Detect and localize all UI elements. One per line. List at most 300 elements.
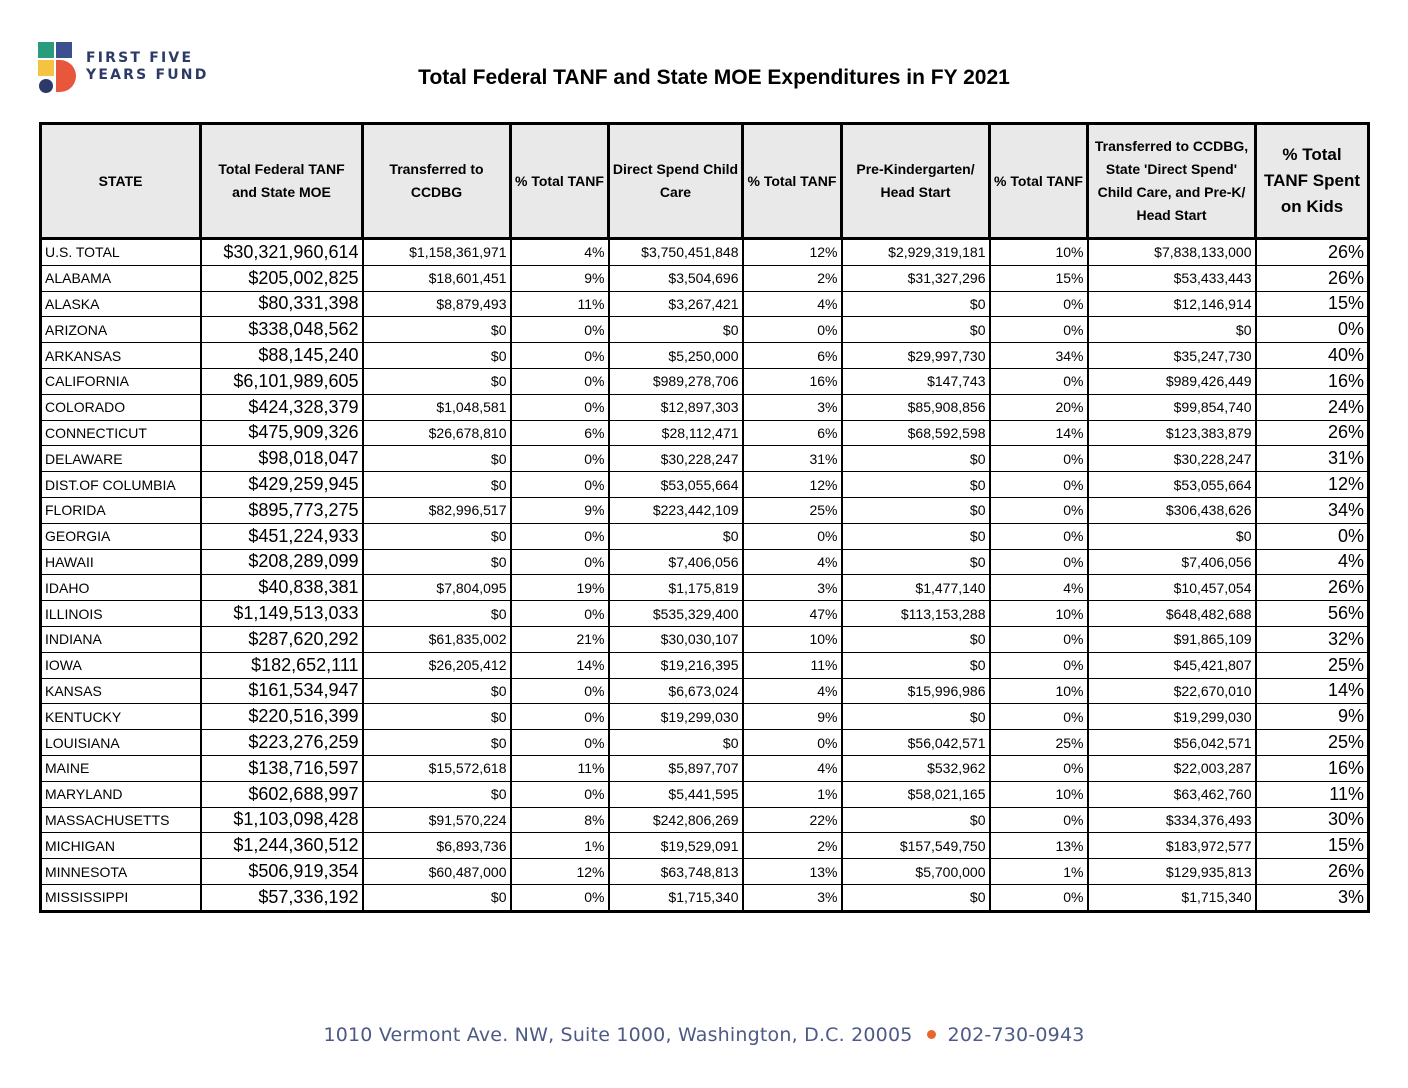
cell-pct-spent-on-kids: 11%	[1256, 781, 1369, 807]
cell-pre-k-head-start: $68,592,598	[842, 420, 990, 446]
cell-pre-k-head-start: $0	[842, 446, 990, 472]
footer-phone: 202-730-0943	[947, 1024, 1085, 1046]
cell-pct-spent-on-kids: 12%	[1256, 472, 1369, 498]
cell-pre-k-head-start: $31,327,296	[842, 265, 990, 291]
table-row	[41, 626, 1369, 652]
cell-state: U.S. TOTAL	[41, 239, 201, 266]
cell-state: DELAWARE	[41, 446, 201, 472]
cell-pct-total-tanf: 0%	[511, 704, 609, 730]
cell-combined-child-spend: $334,376,493	[1088, 807, 1256, 833]
cell-total-federal-tanf: $6,101,989,605	[201, 368, 363, 394]
cell-pre-k-head-start: $5,700,000	[842, 859, 990, 885]
cell-transferred-ccdbg: $0	[363, 523, 511, 549]
header-pct-spent-on-kids: % Total TANF Spent on Kids	[1256, 124, 1369, 239]
cell-pct-total-tanf: 0%	[743, 523, 842, 549]
cell-pct-total-tanf: 0%	[990, 652, 1088, 678]
cell-combined-child-spend: $648,482,688	[1088, 601, 1256, 627]
cell-state: MASSACHUSETTS	[41, 807, 201, 833]
page-title: Total Federal TANF and State MOE Expenditures in FY 2021	[418, 66, 1010, 89]
cell-pre-k-head-start: $85,908,856	[842, 394, 990, 420]
cell-direct-spend: $535,329,400	[609, 601, 743, 627]
cell-combined-child-spend: $10,457,054	[1088, 575, 1256, 601]
cell-transferred-ccdbg: $0	[363, 678, 511, 704]
table-row	[41, 730, 1369, 756]
cell-state: MISSISSIPPI	[41, 884, 201, 911]
cell-pct-total-tanf: 47%	[743, 601, 842, 627]
cell-pct-total-tanf: 3%	[743, 575, 842, 601]
cell-total-federal-tanf: $205,002,825	[201, 265, 363, 291]
cell-combined-child-spend: $183,972,577	[1088, 833, 1256, 859]
cell-pre-k-head-start: $29,997,730	[842, 343, 990, 369]
footer	[0, 1024, 1408, 1046]
cell-pct-total-tanf: 0%	[511, 730, 609, 756]
table-row	[41, 859, 1369, 885]
cell-transferred-ccdbg: $18,601,451	[363, 265, 511, 291]
table-row	[41, 704, 1369, 730]
cell-state: KENTUCKY	[41, 704, 201, 730]
logo-line-1: FIRST FIVE	[86, 50, 194, 66]
cell-pct-total-tanf: 13%	[990, 833, 1088, 859]
cell-pct-spent-on-kids: 3%	[1256, 884, 1369, 911]
cell-total-federal-tanf: $424,328,379	[201, 394, 363, 420]
table-row	[41, 807, 1369, 833]
cell-pct-total-tanf: 0%	[990, 523, 1088, 549]
cell-direct-spend: $19,299,030	[609, 704, 743, 730]
cell-pre-k-head-start: $0	[842, 291, 990, 317]
cell-pct-total-tanf: 34%	[990, 343, 1088, 369]
cell-pct-total-tanf: 11%	[743, 652, 842, 678]
cell-total-federal-tanf: $287,620,292	[201, 626, 363, 652]
cell-total-federal-tanf: $220,516,399	[201, 704, 363, 730]
cell-pct-total-tanf: 8%	[511, 807, 609, 833]
cell-direct-spend: $6,673,024	[609, 678, 743, 704]
cell-pct-spent-on-kids: 26%	[1256, 265, 1369, 291]
cell-pre-k-head-start: $0	[842, 472, 990, 498]
cell-pct-total-tanf: 0%	[990, 884, 1088, 911]
cell-pct-total-tanf: 9%	[511, 265, 609, 291]
cell-transferred-ccdbg: $0	[363, 446, 511, 472]
cell-transferred-ccdbg: $26,205,412	[363, 652, 511, 678]
cell-pre-k-head-start: $113,153,288	[842, 601, 990, 627]
cell-pct-total-tanf: 0%	[990, 755, 1088, 781]
cell-pct-total-tanf: 0%	[990, 472, 1088, 498]
cell-total-federal-tanf: $338,048,562	[201, 317, 363, 343]
cell-state: FLORIDA	[41, 497, 201, 523]
cell-pct-total-tanf: 0%	[511, 343, 609, 369]
cell-direct-spend: $3,750,451,848	[609, 239, 743, 266]
table-row	[41, 394, 1369, 420]
cell-pct-spent-on-kids: 25%	[1256, 652, 1369, 678]
cell-pct-total-tanf: 25%	[743, 497, 842, 523]
cell-transferred-ccdbg: $0	[363, 601, 511, 627]
cell-pct-total-tanf: 10%	[990, 239, 1088, 266]
cell-pct-total-tanf: 12%	[743, 239, 842, 266]
cell-direct-spend: $0	[609, 523, 743, 549]
cell-combined-child-spend: $123,383,879	[1088, 420, 1256, 446]
cell-combined-child-spend: $99,854,740	[1088, 394, 1256, 420]
cell-pct-total-tanf: 3%	[743, 394, 842, 420]
table-body	[41, 239, 1369, 912]
cell-pct-total-tanf: 0%	[511, 678, 609, 704]
cell-state: HAWAII	[41, 549, 201, 575]
cell-state: CALIFORNIA	[41, 368, 201, 394]
cell-combined-child-spend: $989,426,449	[1088, 368, 1256, 394]
cell-combined-child-spend: $35,247,730	[1088, 343, 1256, 369]
cell-transferred-ccdbg: $26,678,810	[363, 420, 511, 446]
cell-pct-spent-on-kids: 24%	[1256, 394, 1369, 420]
cell-transferred-ccdbg: $0	[363, 704, 511, 730]
cell-transferred-ccdbg: $91,570,224	[363, 807, 511, 833]
cell-direct-spend: $5,250,000	[609, 343, 743, 369]
cell-pct-total-tanf: 0%	[511, 394, 609, 420]
cell-total-federal-tanf: $138,716,597	[201, 755, 363, 781]
cell-pct-total-tanf: 0%	[511, 472, 609, 498]
cell-pre-k-head-start: $0	[842, 317, 990, 343]
cell-total-federal-tanf: $1,244,360,512	[201, 833, 363, 859]
cell-direct-spend: $1,175,819	[609, 575, 743, 601]
cell-pre-k-head-start: $157,549,750	[842, 833, 990, 859]
cell-combined-child-spend: $53,055,664	[1088, 472, 1256, 498]
cell-pct-total-tanf: 0%	[511, 549, 609, 575]
cell-pct-total-tanf: 19%	[511, 575, 609, 601]
cell-pre-k-head-start: $0	[842, 626, 990, 652]
cell-combined-child-spend: $19,299,030	[1088, 704, 1256, 730]
cell-transferred-ccdbg: $0	[363, 549, 511, 575]
cell-pct-total-tanf: 10%	[743, 626, 842, 652]
cell-pct-total-tanf: 1%	[990, 859, 1088, 885]
cell-combined-child-spend: $53,433,443	[1088, 265, 1256, 291]
cell-pre-k-head-start: $0	[842, 884, 990, 911]
cell-state: IDAHO	[41, 575, 201, 601]
cell-pct-total-tanf: 11%	[511, 755, 609, 781]
cell-transferred-ccdbg: $6,893,736	[363, 833, 511, 859]
logo-line-2: YEARS FUND	[86, 67, 209, 83]
table-row	[41, 497, 1369, 523]
table-row	[41, 343, 1369, 369]
cell-state: GEORGIA	[41, 523, 201, 549]
cell-pct-spent-on-kids: 26%	[1256, 420, 1369, 446]
cell-pct-total-tanf: 1%	[743, 781, 842, 807]
cell-direct-spend: $7,406,056	[609, 549, 743, 575]
cell-pct-total-tanf: 4%	[743, 291, 842, 317]
cell-pct-total-tanf: 0%	[511, 523, 609, 549]
table-row	[41, 575, 1369, 601]
cell-state: CONNECTICUT	[41, 420, 201, 446]
cell-combined-child-spend: $22,003,287	[1088, 755, 1256, 781]
table-row	[41, 833, 1369, 859]
cell-state: MAINE	[41, 755, 201, 781]
footer-address: 1010 Vermont Ave. NW, Suite 1000, Washington, D.C. 20005	[323, 1024, 913, 1046]
cell-direct-spend: $5,441,595	[609, 781, 743, 807]
cell-direct-spend: $19,529,091	[609, 833, 743, 859]
cell-pct-total-tanf: 6%	[743, 420, 842, 446]
cell-state: INDIANA	[41, 626, 201, 652]
table-row	[41, 317, 1369, 343]
cell-pre-k-head-start: $0	[842, 704, 990, 730]
table-row	[41, 652, 1369, 678]
cell-pct-total-tanf: 0%	[511, 446, 609, 472]
cell-combined-child-spend: $30,228,247	[1088, 446, 1256, 472]
cell-pct-spent-on-kids: 34%	[1256, 497, 1369, 523]
cell-transferred-ccdbg: $1,048,581	[363, 394, 511, 420]
table-row	[41, 549, 1369, 575]
cell-pct-total-tanf: 14%	[511, 652, 609, 678]
cell-pre-k-head-start: $0	[842, 523, 990, 549]
cell-pct-total-tanf: 10%	[990, 601, 1088, 627]
cell-pct-total-tanf: 6%	[511, 420, 609, 446]
cell-direct-spend: $223,442,109	[609, 497, 743, 523]
cell-combined-child-spend: $12,146,914	[1088, 291, 1256, 317]
cell-transferred-ccdbg: $15,572,618	[363, 755, 511, 781]
table-row	[41, 265, 1369, 291]
cell-total-federal-tanf: $451,224,933	[201, 523, 363, 549]
cell-state: MARYLAND	[41, 781, 201, 807]
cell-pct-total-tanf: 0%	[990, 807, 1088, 833]
cell-pct-spent-on-kids: 16%	[1256, 368, 1369, 394]
cell-pct-total-tanf: 10%	[990, 678, 1088, 704]
table-row	[41, 781, 1369, 807]
cell-direct-spend: $63,748,813	[609, 859, 743, 885]
cell-transferred-ccdbg: $0	[363, 781, 511, 807]
cell-pct-spent-on-kids: 26%	[1256, 575, 1369, 601]
cell-direct-spend: $0	[609, 730, 743, 756]
cell-pct-total-tanf: 9%	[743, 704, 842, 730]
cell-pct-total-tanf: 4%	[743, 549, 842, 575]
cell-state: ALASKA	[41, 291, 201, 317]
cell-pre-k-head-start: $532,962	[842, 755, 990, 781]
cell-state: MINNESOTA	[41, 859, 201, 885]
cell-pct-total-tanf: 21%	[511, 626, 609, 652]
bullet-dot-icon	[927, 1030, 936, 1039]
cell-total-federal-tanf: $88,145,240	[201, 343, 363, 369]
cell-transferred-ccdbg: $61,835,002	[363, 626, 511, 652]
expenditures-table	[39, 122, 1370, 913]
cell-pre-k-head-start: $2,929,319,181	[842, 239, 990, 266]
cell-pre-k-head-start: $147,743	[842, 368, 990, 394]
header-state: STATE	[41, 124, 201, 239]
cell-state: KANSAS	[41, 678, 201, 704]
cell-direct-spend: $3,267,421	[609, 291, 743, 317]
cell-transferred-ccdbg: $0	[363, 368, 511, 394]
cell-pct-total-tanf: 4%	[511, 239, 609, 266]
cell-pct-total-tanf: 0%	[990, 446, 1088, 472]
cell-pct-total-tanf: 0%	[511, 368, 609, 394]
header-transferred-ccdbg: Transferred to CCDBG	[363, 124, 511, 239]
cell-combined-child-spend: $91,865,109	[1088, 626, 1256, 652]
cell-combined-child-spend: $129,935,813	[1088, 859, 1256, 885]
cell-combined-child-spend: $306,438,626	[1088, 497, 1256, 523]
cell-pre-k-head-start: $58,021,165	[842, 781, 990, 807]
cell-state: ALABAMA	[41, 265, 201, 291]
cell-combined-child-spend: $56,042,571	[1088, 730, 1256, 756]
table-row	[41, 368, 1369, 394]
header-combined-child-spend: Transferred to CCDBG, State 'Direct Spend' Child Care, and Pre-K/ Head Start	[1088, 124, 1256, 239]
cell-pct-spent-on-kids: 0%	[1256, 523, 1369, 549]
cell-total-federal-tanf: $223,276,259	[201, 730, 363, 756]
table-row	[41, 884, 1369, 911]
table-row	[41, 239, 1369, 266]
cell-transferred-ccdbg: $82,996,517	[363, 497, 511, 523]
cell-pct-total-tanf: 0%	[511, 317, 609, 343]
cell-combined-child-spend: $22,670,010	[1088, 678, 1256, 704]
cell-pct-total-tanf: 25%	[990, 730, 1088, 756]
cell-pct-spent-on-kids: 26%	[1256, 239, 1369, 266]
cell-total-federal-tanf: $895,773,275	[201, 497, 363, 523]
cell-total-federal-tanf: $40,838,381	[201, 575, 363, 601]
cell-direct-spend: $242,806,269	[609, 807, 743, 833]
cell-total-federal-tanf: $1,103,098,428	[201, 807, 363, 833]
cell-pct-spent-on-kids: 9%	[1256, 704, 1369, 730]
cell-transferred-ccdbg: $0	[363, 472, 511, 498]
cell-total-federal-tanf: $429,259,945	[201, 472, 363, 498]
cell-pct-total-tanf: 0%	[990, 626, 1088, 652]
cell-pct-total-tanf: 6%	[743, 343, 842, 369]
cell-pct-spent-on-kids: 32%	[1256, 626, 1369, 652]
cell-combined-child-spend: $63,462,760	[1088, 781, 1256, 807]
cell-pct-spent-on-kids: 56%	[1256, 601, 1369, 627]
cell-pct-total-tanf: 0%	[511, 781, 609, 807]
cell-state: ILLINOIS	[41, 601, 201, 627]
cell-pct-total-tanf: 14%	[990, 420, 1088, 446]
cell-pct-total-tanf: 31%	[743, 446, 842, 472]
cell-pre-k-head-start: $0	[842, 807, 990, 833]
cell-pct-spent-on-kids: 15%	[1256, 291, 1369, 317]
cell-pct-total-tanf: 10%	[990, 781, 1088, 807]
cell-total-federal-tanf: $1,149,513,033	[201, 601, 363, 627]
cell-pct-total-tanf: 0%	[990, 317, 1088, 343]
cell-pct-total-tanf: 1%	[511, 833, 609, 859]
cell-pct-total-tanf: 4%	[990, 575, 1088, 601]
table-row	[41, 420, 1369, 446]
cell-pct-total-tanf: 4%	[743, 678, 842, 704]
cell-pct-spent-on-kids: 31%	[1256, 446, 1369, 472]
cell-combined-child-spend: $0	[1088, 317, 1256, 343]
cell-state: LOUISIANA	[41, 730, 201, 756]
cell-direct-spend: $3,504,696	[609, 265, 743, 291]
cell-transferred-ccdbg: $1,158,361,971	[363, 239, 511, 266]
cell-total-federal-tanf: $506,919,354	[201, 859, 363, 885]
table-row	[41, 678, 1369, 704]
table-row	[41, 472, 1369, 498]
cell-direct-spend: $5,897,707	[609, 755, 743, 781]
cell-pct-spent-on-kids: 0%	[1256, 317, 1369, 343]
cell-state: COLORADO	[41, 394, 201, 420]
cell-total-federal-tanf: $80,331,398	[201, 291, 363, 317]
cell-direct-spend: $19,216,395	[609, 652, 743, 678]
cell-direct-spend: $30,030,107	[609, 626, 743, 652]
cell-pct-total-tanf: 0%	[511, 884, 609, 911]
cell-pct-total-tanf: 0%	[990, 549, 1088, 575]
table-header-row	[41, 124, 1369, 239]
cell-combined-child-spend: $7,838,133,000	[1088, 239, 1256, 266]
table-row	[41, 755, 1369, 781]
cell-total-federal-tanf: $182,652,111	[201, 652, 363, 678]
cell-transferred-ccdbg: $7,804,095	[363, 575, 511, 601]
cell-transferred-ccdbg: $0	[363, 730, 511, 756]
cell-pct-spent-on-kids: 25%	[1256, 730, 1369, 756]
cell-state: ARIZONA	[41, 317, 201, 343]
cell-total-federal-tanf: $602,688,997	[201, 781, 363, 807]
cell-total-federal-tanf: $30,321,960,614	[201, 239, 363, 266]
cell-combined-child-spend: $7,406,056	[1088, 549, 1256, 575]
cell-pct-total-tanf: 3%	[743, 884, 842, 911]
header-pre-k-head-start: Pre-Kindergarten/ Head Start	[842, 124, 990, 239]
cell-pct-spent-on-kids: 15%	[1256, 833, 1369, 859]
cell-pct-total-tanf: 22%	[743, 807, 842, 833]
cell-total-federal-tanf: $57,336,192	[201, 884, 363, 911]
cell-pct-total-tanf: 0%	[743, 730, 842, 756]
cell-direct-spend: $1,715,340	[609, 884, 743, 911]
table-row	[41, 523, 1369, 549]
cell-direct-spend: $30,228,247	[609, 446, 743, 472]
cell-pct-total-tanf: 12%	[743, 472, 842, 498]
cell-state: ARKANSAS	[41, 343, 201, 369]
cell-pct-total-tanf: 4%	[743, 755, 842, 781]
cell-pct-total-tanf: 20%	[990, 394, 1088, 420]
cell-state: MICHIGAN	[41, 833, 201, 859]
cell-pct-total-tanf: 11%	[511, 291, 609, 317]
cell-pct-total-tanf: 0%	[990, 704, 1088, 730]
table-row	[41, 446, 1369, 472]
cell-pre-k-head-start: $0	[842, 549, 990, 575]
cell-direct-spend: $28,112,471	[609, 420, 743, 446]
header-total-federal-tanf: Total Federal TANF and State MOE	[201, 124, 363, 239]
header-pct-total-tanf: % Total TANF	[743, 124, 842, 239]
cell-pct-total-tanf: 0%	[511, 601, 609, 627]
cell-pct-spent-on-kids: 30%	[1256, 807, 1369, 833]
cell-pct-spent-on-kids: 14%	[1256, 678, 1369, 704]
cell-pct-total-tanf: 0%	[990, 291, 1088, 317]
cell-combined-child-spend: $45,421,807	[1088, 652, 1256, 678]
cell-pct-spent-on-kids: 26%	[1256, 859, 1369, 885]
cell-pct-total-tanf: 2%	[743, 833, 842, 859]
cell-direct-spend: $12,897,303	[609, 394, 743, 420]
cell-total-federal-tanf: $161,534,947	[201, 678, 363, 704]
header-direct-spend-child-care: Direct Spend Child Care	[609, 124, 743, 239]
cell-transferred-ccdbg: $0	[363, 317, 511, 343]
cell-transferred-ccdbg: $8,879,493	[363, 291, 511, 317]
cell-transferred-ccdbg: $60,487,000	[363, 859, 511, 885]
cell-combined-child-spend: $0	[1088, 523, 1256, 549]
cell-direct-spend: $53,055,664	[609, 472, 743, 498]
cell-total-federal-tanf: $98,018,047	[201, 446, 363, 472]
cell-pre-k-head-start: $1,477,140	[842, 575, 990, 601]
header-pct-total-tanf: % Total TANF	[511, 124, 609, 239]
table-row	[41, 291, 1369, 317]
table-row	[41, 601, 1369, 627]
cell-pct-total-tanf: 0%	[743, 317, 842, 343]
cell-pct-total-tanf: 2%	[743, 265, 842, 291]
cell-direct-spend: $989,278,706	[609, 368, 743, 394]
cell-total-federal-tanf: $208,289,099	[201, 549, 363, 575]
cell-pre-k-head-start: $0	[842, 497, 990, 523]
cell-transferred-ccdbg: $0	[363, 343, 511, 369]
cell-combined-child-spend: $1,715,340	[1088, 884, 1256, 911]
cell-pct-total-tanf: 16%	[743, 368, 842, 394]
cell-pct-total-tanf: 0%	[990, 368, 1088, 394]
cell-pct-spent-on-kids: 4%	[1256, 549, 1369, 575]
cell-pre-k-head-start: $15,996,986	[842, 678, 990, 704]
cell-pre-k-head-start: $56,042,571	[842, 730, 990, 756]
cell-state: IOWA	[41, 652, 201, 678]
cell-pct-spent-on-kids: 16%	[1256, 755, 1369, 781]
cell-pct-total-tanf: 12%	[511, 859, 609, 885]
cell-pct-total-tanf: 15%	[990, 265, 1088, 291]
cell-pct-total-tanf: 9%	[511, 497, 609, 523]
cell-pct-total-tanf: 0%	[990, 497, 1088, 523]
cell-total-federal-tanf: $475,909,326	[201, 420, 363, 446]
header-pct-total-tanf: % Total TANF	[990, 124, 1088, 239]
